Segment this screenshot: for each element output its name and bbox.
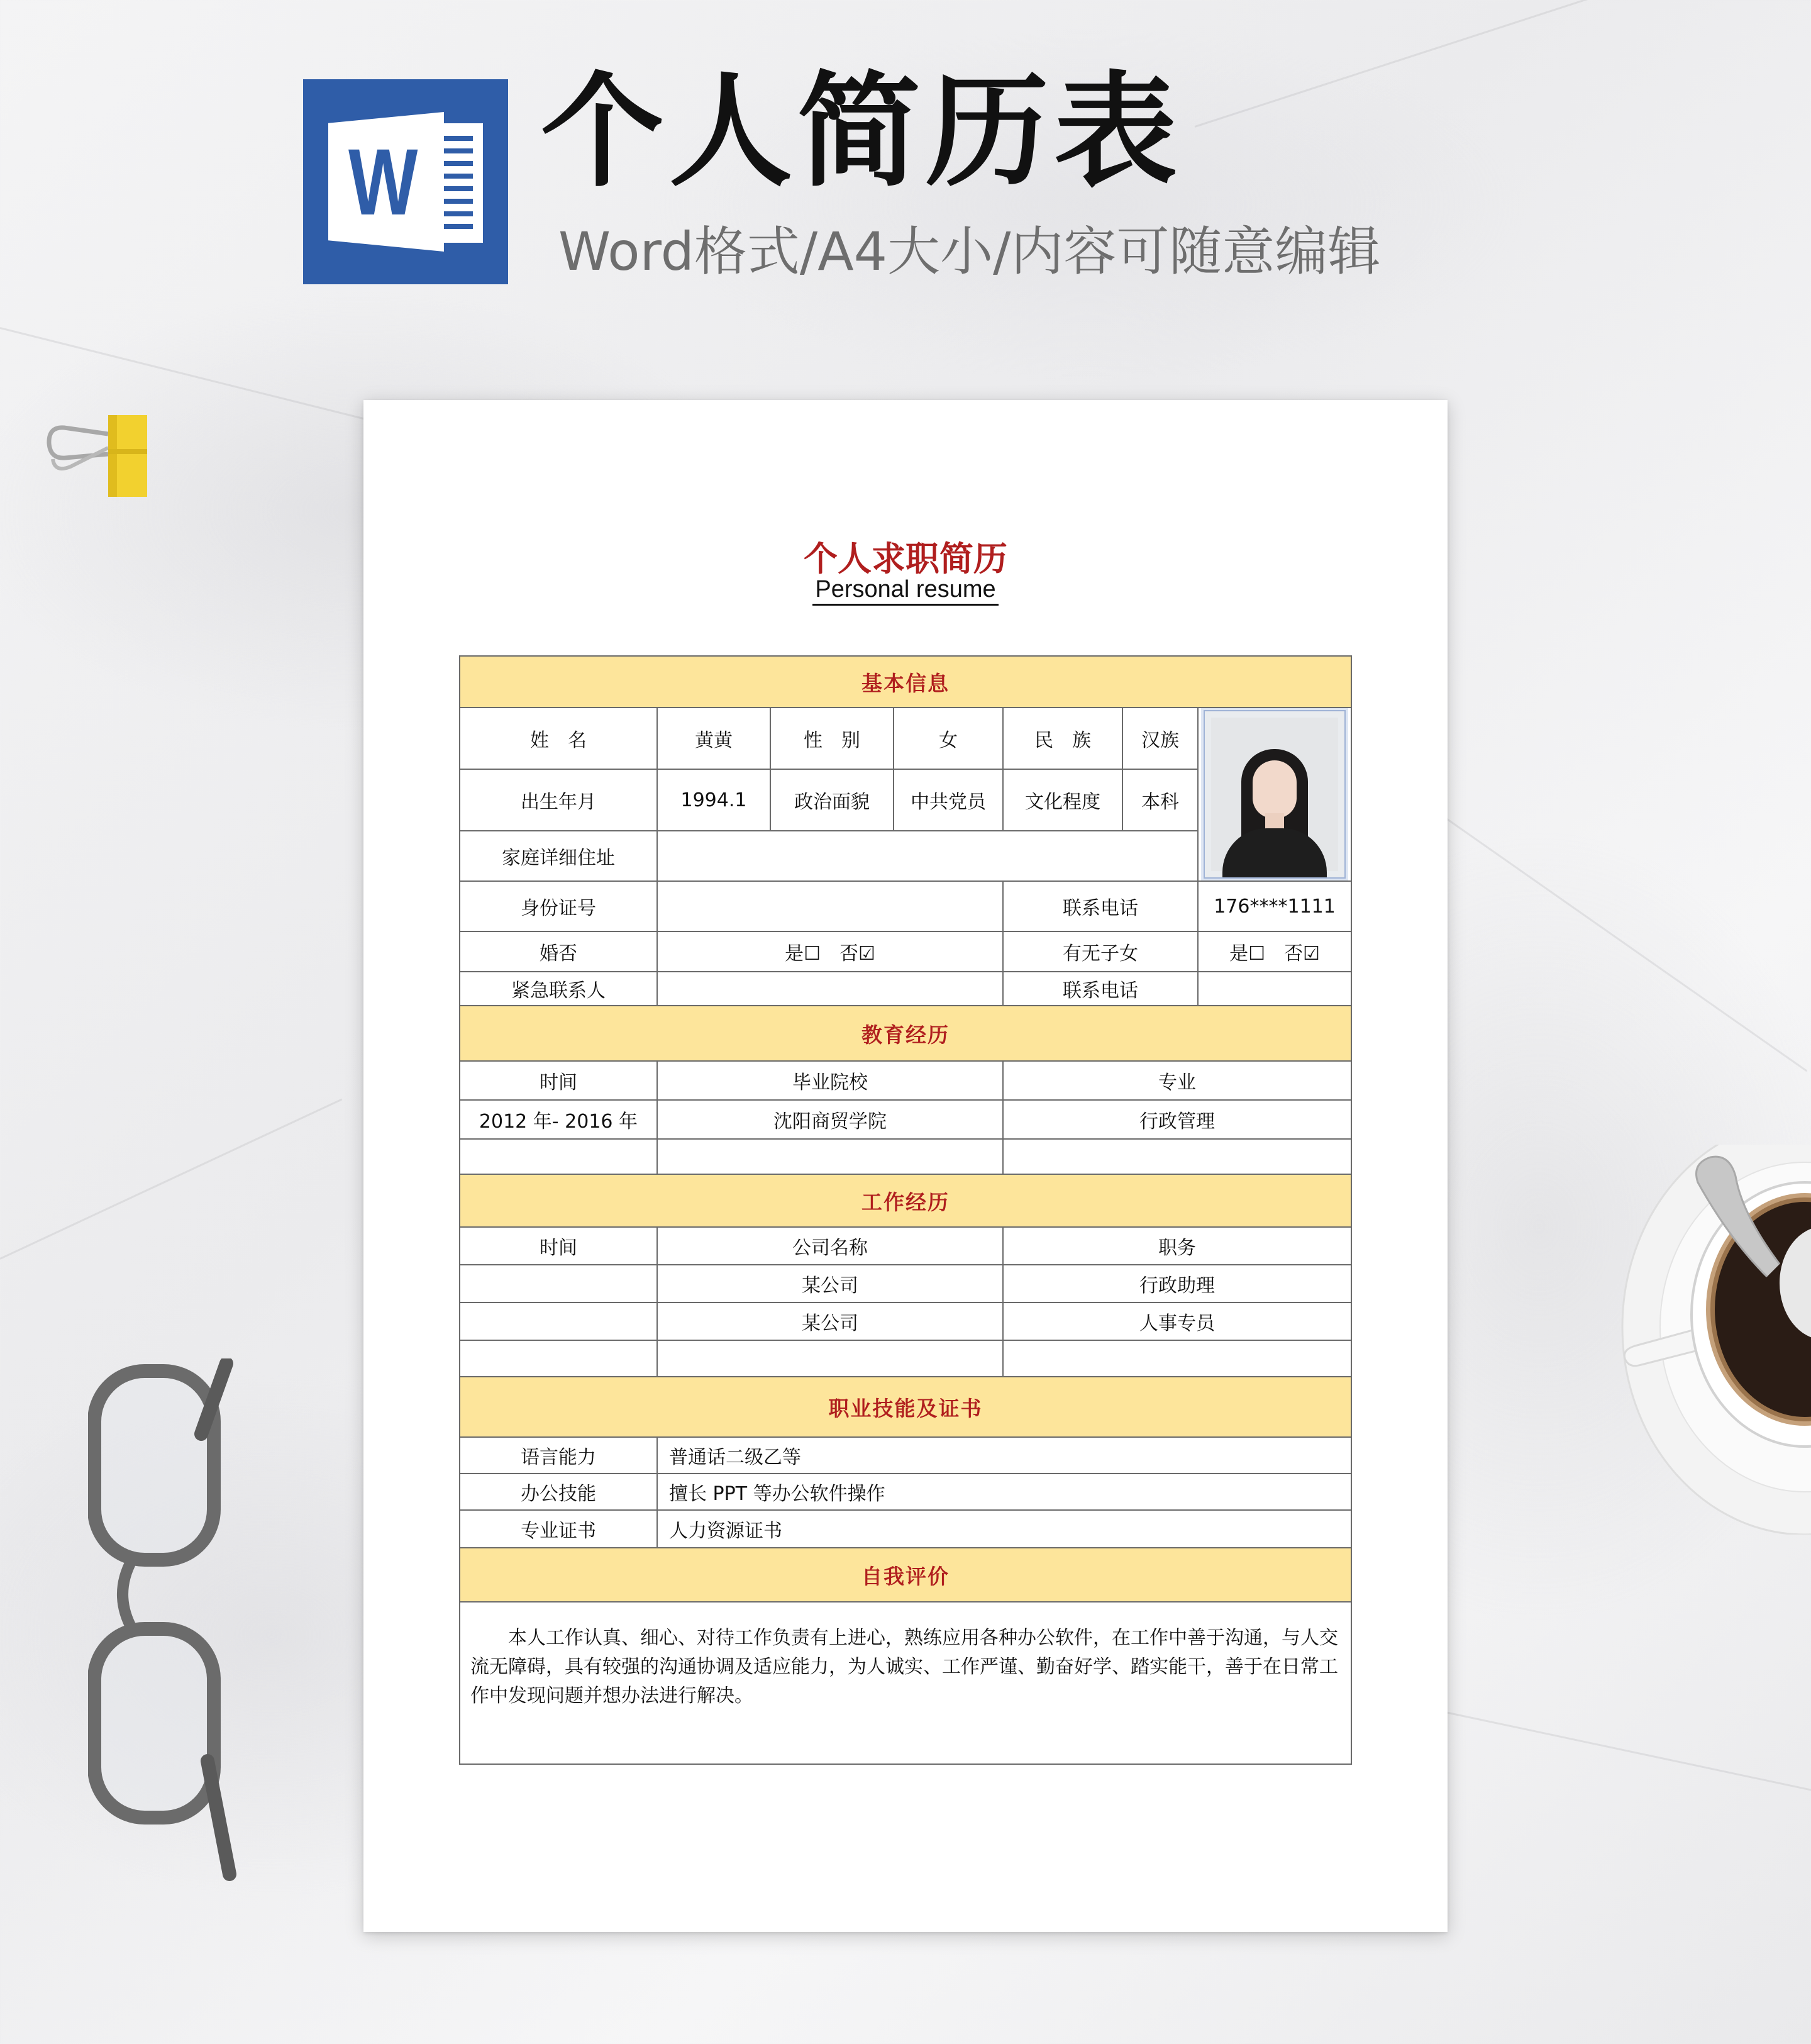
label-political: 政治面貌 <box>770 769 894 831</box>
work-position[interactable] <box>1003 1340 1351 1377</box>
value-id[interactable] <box>657 881 1003 931</box>
edu-time[interactable] <box>460 1139 657 1174</box>
marble-vein <box>1446 818 1807 1072</box>
value-gender[interactable]: 女 <box>894 708 1003 769</box>
resume-page <box>363 400 1448 1932</box>
table-row <box>460 1437 1351 1474</box>
label-edu-level: 文化程度 <box>1003 769 1122 831</box>
table-row <box>460 1265 1351 1302</box>
label-emergency-phone: 联系电话 <box>1003 972 1198 1006</box>
portrait-photo[interactable] <box>1204 710 1346 879</box>
label-phone: 联系电话 <box>1003 881 1198 931</box>
coffee-cup-icon <box>1616 1145 1811 1535</box>
section-self-eval: 自我评价 <box>460 1548 1351 1602</box>
value-emergency[interactable] <box>657 972 1003 1006</box>
value-name[interactable]: 黄黄 <box>657 708 770 769</box>
work-time[interactable] <box>460 1302 657 1340</box>
table-row <box>460 1302 1351 1340</box>
table-row <box>460 1340 1351 1377</box>
work-company[interactable]: 某公司 <box>657 1302 1003 1340</box>
value-edu-level[interactable]: 本科 <box>1122 769 1198 831</box>
value-political[interactable]: 中共党员 <box>894 769 1003 831</box>
marble-vein <box>0 1099 342 1260</box>
photo-cell <box>1198 708 1351 881</box>
self-eval-text[interactable] <box>460 1602 1351 1764</box>
work-header-time: 时间 <box>460 1227 657 1265</box>
edu-header-school: 毕业院校 <box>657 1061 1003 1100</box>
skill-value[interactable]: 擅长 PPT 等办公软件操作 <box>657 1474 1351 1510</box>
table-row <box>460 1474 1351 1510</box>
resume-subtitle-wrap <box>363 576 1448 603</box>
value-children-checkbox[interactable]: 是☐ 否☑ <box>1198 931 1351 972</box>
skill-label: 语言能力 <box>460 1437 657 1474</box>
work-time[interactable] <box>460 1340 657 1377</box>
work-position[interactable]: 行政助理 <box>1003 1265 1351 1302</box>
work-company[interactable]: 某公司 <box>657 1265 1003 1302</box>
section-education: 教育经历 <box>460 1006 1351 1061</box>
edu-major[interactable] <box>1003 1139 1351 1174</box>
edu-major[interactable]: 行政管理 <box>1003 1100 1351 1139</box>
label-emergency: 紧急联系人 <box>460 972 657 1006</box>
table-row <box>460 1100 1351 1139</box>
work-time[interactable] <box>460 1265 657 1302</box>
label-ethnic: 民 族 <box>1003 708 1122 769</box>
label-birth: 出生年月 <box>460 769 657 831</box>
resume-subtitle: Personal resume <box>812 576 998 606</box>
value-ethnic[interactable]: 汉族 <box>1122 708 1198 769</box>
edu-school[interactable]: 沈阳商贸学院 <box>657 1100 1003 1139</box>
resume-table <box>459 655 1352 1765</box>
self-eval-paragraph: 本人工作认真、细心、对待工作负责有上进心，熟练应用各种办公软件，在工作中善于沟通，与人交流无障碍，具有较强的沟通协调及适应能力，为人诚实、工作严谨、勤奋好学、踏实能干，善于在日常工作中发现问题并想办法进行解决。 <box>470 1627 1338 1707</box>
label-gender: 性 别 <box>770 708 894 769</box>
work-header-position: 职务 <box>1003 1227 1351 1265</box>
work-header-company: 公司名称 <box>657 1227 1003 1265</box>
binder-clip-icon <box>45 409 152 497</box>
resume-title: 个人求职简历 <box>804 539 1007 579</box>
page-subtitle: Word格式/A4大小/内容可随意编辑 <box>558 221 1381 282</box>
table-row <box>460 1510 1351 1548</box>
value-birth[interactable]: 1994.1 <box>657 769 770 831</box>
section-basic-info: 基本信息 <box>460 656 1351 708</box>
page-title: 个人简历表 <box>541 60 1183 204</box>
word-icon-letter: W <box>348 129 418 235</box>
label-children: 有无子女 <box>1003 931 1198 972</box>
value-address[interactable] <box>657 831 1198 881</box>
edu-school[interactable] <box>657 1139 1003 1174</box>
label-name: 姓 名 <box>460 708 657 769</box>
value-married-checkbox[interactable]: 是☐ 否☑ <box>657 931 1003 972</box>
skill-value[interactable]: 人力资源证书 <box>657 1510 1351 1548</box>
value-emergency-phone[interactable] <box>1198 972 1351 1006</box>
skill-value[interactable]: 普通话二级乙等 <box>657 1437 1351 1474</box>
marble-vein <box>1195 0 1793 128</box>
section-work: 工作经历 <box>460 1174 1351 1227</box>
value-phone[interactable]: 176****1111 <box>1198 881 1351 931</box>
word-icon <box>303 79 508 284</box>
label-address: 家庭详细住址 <box>460 831 657 881</box>
glasses-icon <box>88 1358 239 1887</box>
label-id: 身份证号 <box>460 881 657 931</box>
work-position[interactable]: 人事专员 <box>1003 1302 1351 1340</box>
table-row <box>460 1139 1351 1174</box>
skill-label: 办公技能 <box>460 1474 657 1510</box>
edu-time[interactable]: 2012 年- 2016 年 <box>460 1100 657 1139</box>
edu-header-time: 时间 <box>460 1061 657 1100</box>
work-company[interactable] <box>657 1340 1003 1377</box>
edu-header-major: 专业 <box>1003 1061 1351 1100</box>
label-married: 婚否 <box>460 931 657 972</box>
skill-label: 专业证书 <box>460 1510 657 1548</box>
section-skills: 职业技能及证书 <box>460 1377 1351 1437</box>
